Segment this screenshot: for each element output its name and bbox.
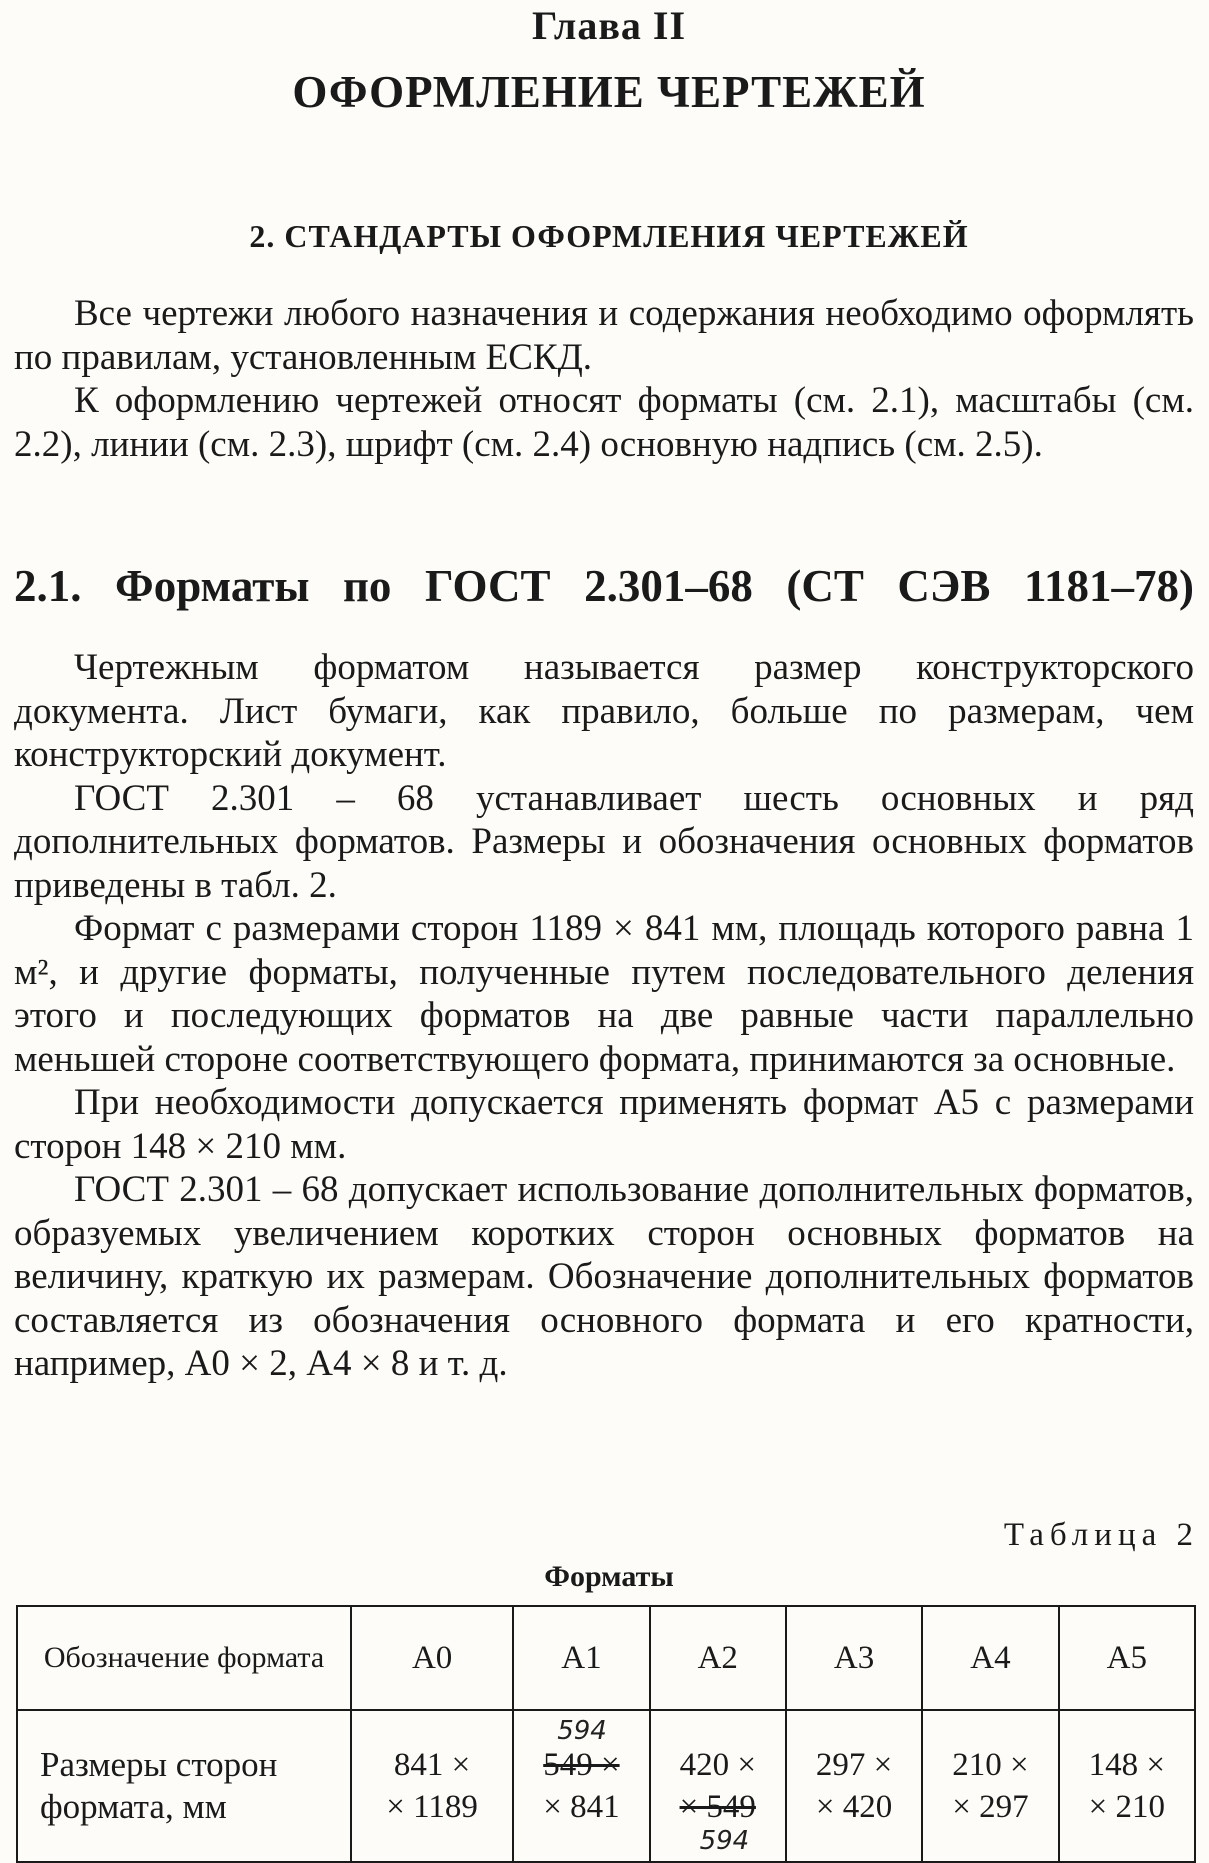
subsection-body [14,646,1194,1386]
table-caption: Таблица 2 [1003,1517,1199,1553]
size-cell-a2 [650,1710,786,1862]
table-row [17,1710,1195,1862]
formats-table [16,1605,1196,1863]
paragraph: ГОСТ 2.301 – 68 допускает использование дополнительных форматов, образуемых увеличением коротких сторон основных форматов на величину, краткую их размерам. Обозначение дополнительных форматов составляется из обозначения основного формата и его кратности, например, А0 × 2, А4 × 8 и т. д. [14,1169,1194,1384]
section-body [14,292,1194,466]
paragraph: Все чертежи любого назначения и содержания необходимо оформлять по правилам, установленным ЕСКД. [14,293,1194,378]
format-name-a4: А4 [922,1606,1058,1710]
table-name: Форматы [544,1560,674,1593]
size-line2: × 841 [543,1789,620,1825]
size-line1-wrap [543,1716,620,1786]
size-cell-a0 [351,1710,513,1862]
chapter-title: ОФОРМЛЕНИЕ ЧЕРТЕЖЕЙ [292,67,926,117]
size-line1: 841 × [393,1747,471,1783]
format-name-a3: А3 [786,1606,922,1710]
handwritten-correction: 594 [699,1826,750,1856]
format-name-a2: А2 [650,1606,786,1710]
paragraph: К оформлению чертежей относят форматы (см. 2.1), масштабы (см. 2.2), линии (см. 2.3), шрифт (см. 2.4) основную надпись (см. 2.5). [14,380,1194,465]
size-line2: × 1189 [386,1789,478,1825]
section-title: 2. СТАНДАРТЫ ОФОРМЛЕНИЯ ЧЕРТЕЖЕЙ [249,218,969,254]
size-line1: 420 × [679,1747,756,1783]
subsection-title: 2.1. Форматы по ГОСТ 2.301–68 (СТ СЭВ 1181–78) [14,561,1194,611]
size-line1: 148 × [1088,1747,1165,1783]
header-label: Обозначение формата [17,1606,351,1710]
chapter-label: Глава II [531,3,687,48]
size-line2-wrap [679,1786,756,1856]
size-cell-a1 [513,1710,649,1862]
paragraph: Формат с размерами сторон 1189 × 841 мм, площадь которого равна 1 м², и другие форматы, полученные путем последовательного деления этого и последующих форматов на две равные части параллельно меньшей стороне соответствующего формата, принимаются за основные. [14,908,1194,1080]
size-cell-a5 [1059,1710,1195,1862]
paragraph: Чертежным форматом называется размер конструкторского документа. Лист бумаги, как правило, больше по размерам, чем конструкторский документ. [14,647,1194,775]
table-header-row [17,1606,1195,1710]
format-name-a1: А1 [513,1606,649,1710]
size-line2: × 210 [1088,1789,1165,1825]
size-cell-a4 [922,1710,1058,1862]
size-cell-a3 [786,1710,922,1862]
size-line1: 297 × [815,1747,893,1783]
size-line2: × 420 [815,1789,893,1825]
paragraph: ГОСТ 2.301 – 68 устанавливает шесть основных и ряд дополнительных форматов. Размеры и обозначения основных форматов приведены в табл. 2. [14,777,1194,906]
size-line2: × 549 [679,1789,756,1825]
size-line1: 549 × [543,1747,620,1783]
row-label-line1: Размеры сторон [40,1745,278,1784]
paragraph: При необходимости допускается применять формат А5 с размерами сторон 148 × 210 мм. [14,1082,1194,1167]
size-line1: 210 × [952,1747,1029,1783]
size-line2: × 297 [952,1789,1029,1825]
row-label-line2: формата, мм [40,1787,227,1826]
format-name-a0: А0 [351,1606,513,1710]
row-label [17,1710,351,1862]
handwritten-correction: 594 [557,1716,607,1746]
format-name-a5: А5 [1059,1606,1195,1710]
